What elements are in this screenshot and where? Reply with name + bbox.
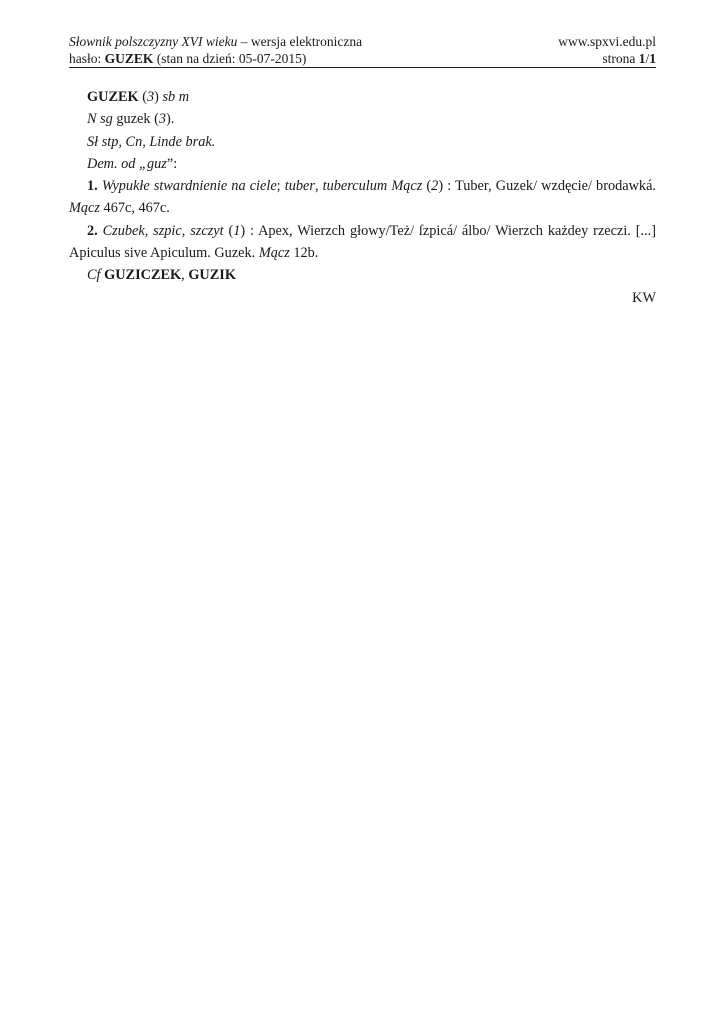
cross-reference-link[interactable]: GUZIK	[188, 267, 236, 284]
reference-pages: 12b.	[289, 245, 319, 262]
form-label: N sg	[87, 111, 113, 128]
cross-reference-link[interactable]: GUZICZEK	[104, 267, 182, 284]
entry-count: 3	[146, 89, 155, 105]
header-divider	[69, 67, 656, 68]
separator: ,	[181, 222, 191, 239]
header-row-bottom	[69, 50, 656, 67]
latin-equivalent: tuber	[284, 178, 315, 195]
entry-body	[69, 86, 656, 309]
reference-pages: 467c, 467c.	[99, 200, 170, 217]
sense-2	[69, 220, 656, 265]
paren-open: (	[422, 178, 432, 195]
header-row-top	[69, 33, 656, 50]
header-entry-info	[69, 50, 306, 67]
sense-1	[69, 175, 656, 220]
entry-headline	[69, 86, 656, 108]
quotation: Apex, Wierzch głowy/Też/ ſzpicá/ álbo/ Wierzch każdey rzeczi. [...] Apiculus sive Apiculum. Guzek.	[69, 222, 656, 262]
sense-definition: szczyt	[190, 222, 224, 239]
header-status: (stan na dzień: 05-07-2015)	[153, 51, 307, 66]
sense-definition: Wypukłe stwardnienie na ciele	[101, 178, 277, 195]
sources-line	[69, 131, 656, 153]
derivation-word: guz	[146, 155, 167, 172]
separator: ,	[144, 222, 154, 239]
reference-source: Mącz	[258, 245, 290, 262]
edition-label: wersja elektroniczna	[250, 34, 363, 49]
entry-form-line	[69, 108, 656, 130]
paren-close: )	[154, 89, 163, 105]
paren-close: ) :	[438, 178, 456, 195]
cf-label: Cf	[87, 267, 101, 284]
page-total: 1	[649, 51, 656, 66]
reference-source: Mącz	[69, 200, 100, 217]
derivation-line	[69, 153, 656, 175]
sources-missing: Sł stp, Cn, Linde brak.	[87, 133, 216, 150]
paren-close: ) :	[240, 222, 259, 239]
derivation-label: Dem. od „	[87, 155, 147, 172]
sense-definition: szpic	[153, 222, 182, 239]
cross-reference-line	[69, 264, 656, 286]
page-label: strona	[602, 51, 639, 66]
separator: ;	[276, 178, 285, 195]
sense-definition: Czubek	[102, 222, 145, 239]
header-title	[69, 33, 362, 50]
entry-grammar: sb m	[162, 89, 190, 105]
page-header	[69, 33, 656, 67]
sense-number: 1.	[87, 178, 98, 195]
header-dash: –	[237, 34, 251, 49]
paren-open: (	[138, 89, 147, 105]
quotation: Tuber, Guzek/ wzdęcie/ brodawká.	[455, 178, 656, 195]
paren-open: (	[223, 222, 234, 239]
form-close: ).	[166, 111, 175, 128]
entry-headword: GUZEK	[87, 89, 139, 105]
source-abbrev: Mącz	[391, 178, 423, 195]
form-count: 3	[158, 111, 167, 128]
separator: ,	[181, 267, 189, 284]
sense-number: 2.	[87, 222, 98, 239]
derivation-close: ”:	[166, 155, 178, 172]
website-link[interactable]: www.spxvi.edu.pl	[558, 34, 656, 49]
haslo-label: hasło:	[69, 51, 105, 66]
form-value: guzek (	[112, 111, 159, 128]
separator: ,	[314, 178, 323, 195]
page-current: 1	[638, 51, 646, 66]
author-initials: KW	[632, 289, 656, 306]
dictionary-title: Słownik polszczyzny XVI wieku	[69, 34, 238, 49]
page-indicator	[602, 50, 656, 67]
header-headword: GUZEK	[104, 51, 154, 66]
sense-count: 1	[233, 222, 241, 239]
page-separator: /	[645, 51, 650, 66]
latin-equivalent: tuberculum	[322, 178, 388, 195]
sense-count: 2	[431, 178, 439, 195]
